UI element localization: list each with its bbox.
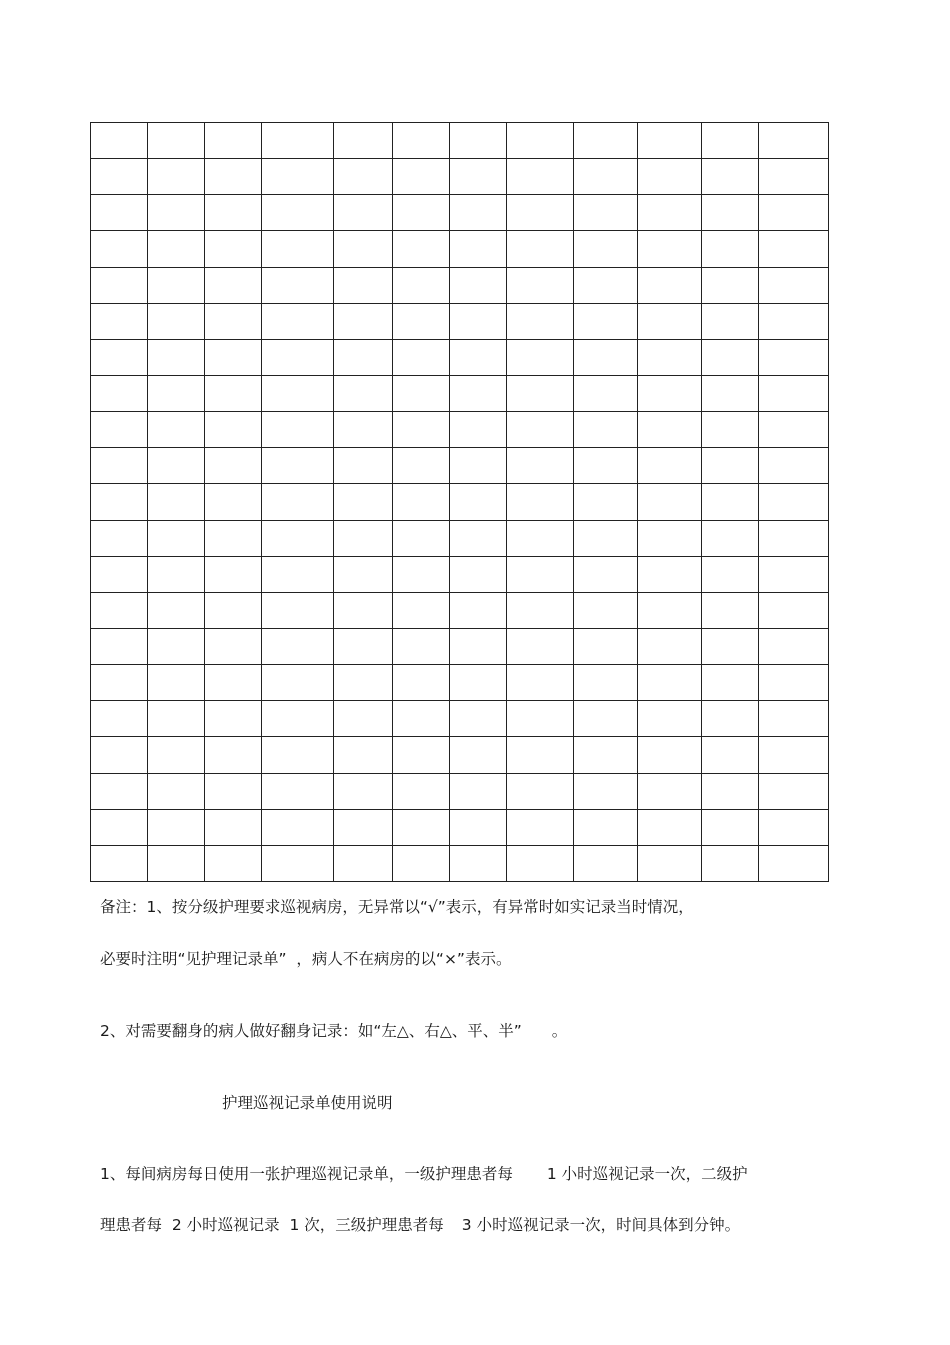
table-cell[interactable]	[91, 628, 148, 664]
table-cell[interactable]	[205, 339, 262, 375]
table-cell[interactable]	[334, 375, 393, 411]
table-cell[interactable]	[148, 556, 205, 592]
table-cell[interactable]	[574, 556, 638, 592]
table-cell[interactable]	[759, 520, 829, 556]
table-cell[interactable]	[638, 267, 702, 303]
table-cell[interactable]	[91, 845, 148, 881]
table-cell[interactable]	[334, 195, 393, 231]
table-cell[interactable]	[148, 448, 205, 484]
table-cell[interactable]	[507, 809, 574, 845]
table-cell[interactable]	[205, 231, 262, 267]
table-cell[interactable]	[638, 809, 702, 845]
instructions-title	[222, 1093, 393, 1113]
table-cell[interactable]	[702, 267, 759, 303]
table-cell[interactable]	[262, 123, 334, 159]
table-cell[interactable]	[262, 339, 334, 375]
table-cell[interactable]	[507, 231, 574, 267]
table-cell[interactable]	[205, 159, 262, 195]
table-cell[interactable]	[393, 484, 450, 520]
remark-text-3-end: 。	[551, 1022, 568, 1040]
table-cell[interactable]	[393, 375, 450, 411]
table-cell[interactable]	[450, 845, 507, 881]
table-cell[interactable]	[702, 809, 759, 845]
table-cell[interactable]	[702, 484, 759, 520]
table-cell[interactable]	[759, 845, 829, 881]
table-cell[interactable]	[91, 556, 148, 592]
table-cell[interactable]	[205, 845, 262, 881]
table-cell[interactable]	[148, 231, 205, 267]
table-cell[interactable]	[148, 375, 205, 411]
table-cell[interactable]	[507, 520, 574, 556]
table-cell[interactable]	[205, 195, 262, 231]
table-cell[interactable]	[148, 520, 205, 556]
table-cell[interactable]	[450, 303, 507, 339]
remark-text-1: 备注：1、按分级护理要求巡视病房，无异常以“√”表示，有异常时如实记录当时情况，	[100, 898, 694, 916]
table-cell[interactable]	[702, 412, 759, 448]
table-cell[interactable]	[205, 701, 262, 737]
table-cell[interactable]	[574, 809, 638, 845]
table-cell[interactable]	[334, 556, 393, 592]
table-cell[interactable]	[148, 665, 205, 701]
table-cell[interactable]	[638, 412, 702, 448]
table-cell[interactable]	[393, 737, 450, 773]
table-cell[interactable]	[450, 267, 507, 303]
table-cell[interactable]	[91, 773, 148, 809]
table-cell[interactable]	[574, 195, 638, 231]
table-cell[interactable]	[450, 520, 507, 556]
table-cell[interactable]	[507, 845, 574, 881]
table-row	[91, 701, 829, 737]
table-cell[interactable]	[574, 701, 638, 737]
table-row	[91, 628, 829, 664]
table-cell[interactable]	[262, 375, 334, 411]
table-cell[interactable]	[574, 339, 638, 375]
table-cell[interactable]	[638, 339, 702, 375]
table-cell[interactable]	[334, 665, 393, 701]
table-cell[interactable]	[759, 448, 829, 484]
table-cell[interactable]	[393, 412, 450, 448]
table-cell[interactable]	[759, 484, 829, 520]
table-cell[interactable]	[148, 773, 205, 809]
table-cell[interactable]	[759, 737, 829, 773]
table-cell[interactable]	[507, 448, 574, 484]
table-cell[interactable]	[148, 412, 205, 448]
table-cell[interactable]	[702, 159, 759, 195]
instructions-paragraph-1	[100, 1164, 748, 1184]
table-cell[interactable]	[393, 592, 450, 628]
table-cell[interactable]	[759, 267, 829, 303]
table-cell[interactable]	[393, 520, 450, 556]
table-cell[interactable]	[91, 159, 148, 195]
table-cell[interactable]	[759, 556, 829, 592]
table-cell[interactable]	[574, 375, 638, 411]
table-cell[interactable]	[334, 628, 393, 664]
table-cell[interactable]	[507, 375, 574, 411]
table-cell[interactable]	[759, 628, 829, 664]
table-cell[interactable]	[262, 556, 334, 592]
table-cell[interactable]	[702, 123, 759, 159]
table-cell[interactable]	[450, 484, 507, 520]
table-cell[interactable]	[507, 737, 574, 773]
table-cell[interactable]	[148, 159, 205, 195]
table-cell[interactable]	[759, 195, 829, 231]
table-cell[interactable]	[450, 231, 507, 267]
table-cell[interactable]	[450, 556, 507, 592]
table-cell[interactable]	[507, 339, 574, 375]
table-cell[interactable]	[574, 303, 638, 339]
table-row	[91, 556, 829, 592]
instructions-p1-part-a: 1、每间病房每日使用一张护理巡视记录单，一级护理患者每	[100, 1165, 513, 1183]
table-row	[91, 123, 829, 159]
table-cell[interactable]	[393, 845, 450, 881]
table-cell[interactable]	[334, 448, 393, 484]
table-cell[interactable]	[205, 303, 262, 339]
table-cell[interactable]	[393, 556, 450, 592]
table-cell[interactable]	[205, 412, 262, 448]
table-cell[interactable]	[507, 195, 574, 231]
table-cell[interactable]	[759, 773, 829, 809]
table-cell[interactable]	[262, 665, 334, 701]
table-row	[91, 809, 829, 845]
table-cell[interactable]	[507, 701, 574, 737]
table-cell[interactable]	[91, 123, 148, 159]
table-cell[interactable]	[450, 448, 507, 484]
table-cell[interactable]	[507, 665, 574, 701]
table-cell[interactable]	[574, 412, 638, 448]
table-cell[interactable]	[574, 665, 638, 701]
table-cell[interactable]	[148, 809, 205, 845]
table-row	[91, 845, 829, 881]
table-row	[91, 412, 829, 448]
table-cell[interactable]	[638, 448, 702, 484]
table-cell[interactable]	[262, 737, 334, 773]
table-cell[interactable]	[638, 845, 702, 881]
table-cell[interactable]	[638, 159, 702, 195]
table-cell[interactable]	[702, 845, 759, 881]
table-cell[interactable]	[148, 267, 205, 303]
table-cell[interactable]	[702, 375, 759, 411]
table-cell[interactable]	[759, 701, 829, 737]
table-cell[interactable]	[638, 303, 702, 339]
table-cell[interactable]	[334, 701, 393, 737]
table-cell[interactable]	[91, 701, 148, 737]
table-cell[interactable]	[507, 592, 574, 628]
table-cell[interactable]	[393, 195, 450, 231]
table-cell[interactable]	[334, 412, 393, 448]
table-cell[interactable]	[450, 159, 507, 195]
table-cell[interactable]	[91, 484, 148, 520]
table-cell[interactable]	[702, 556, 759, 592]
table-cell[interactable]	[205, 665, 262, 701]
table-cell[interactable]	[91, 520, 148, 556]
instructions-paragraph-2	[100, 1215, 740, 1235]
table-cell[interactable]	[205, 267, 262, 303]
table-cell[interactable]	[507, 159, 574, 195]
table-row	[91, 484, 829, 520]
table-cell[interactable]	[205, 737, 262, 773]
table-cell[interactable]	[262, 231, 334, 267]
table-cell[interactable]	[702, 665, 759, 701]
table-cell[interactable]	[759, 665, 829, 701]
table-cell[interactable]	[450, 628, 507, 664]
table-cell[interactable]	[638, 592, 702, 628]
table-cell[interactable]	[638, 628, 702, 664]
table-cell[interactable]	[450, 809, 507, 845]
table-cell[interactable]	[450, 592, 507, 628]
table-cell[interactable]	[148, 737, 205, 773]
table-cell[interactable]	[334, 231, 393, 267]
table-cell[interactable]	[91, 195, 148, 231]
table-cell[interactable]	[393, 267, 450, 303]
table-cell[interactable]	[574, 773, 638, 809]
table-cell[interactable]	[262, 773, 334, 809]
table-cell[interactable]	[91, 267, 148, 303]
grid-body	[91, 123, 829, 882]
table-cell[interactable]	[262, 845, 334, 881]
table-cell[interactable]	[205, 375, 262, 411]
table-cell[interactable]	[393, 231, 450, 267]
table-cell[interactable]	[450, 773, 507, 809]
table-cell[interactable]	[262, 412, 334, 448]
table-cell[interactable]	[450, 339, 507, 375]
table-cell[interactable]	[148, 701, 205, 737]
table-cell[interactable]	[702, 773, 759, 809]
table-cell[interactable]	[262, 448, 334, 484]
table-cell[interactable]	[702, 737, 759, 773]
remark-text-3: 2、对需要翻身的病人做好翻身记录：如“左△、右△、平、半”	[100, 1022, 522, 1040]
table-cell[interactable]	[450, 123, 507, 159]
table-row	[91, 159, 829, 195]
table-cell[interactable]	[393, 701, 450, 737]
table-row	[91, 665, 829, 701]
table-row	[91, 375, 829, 411]
table-cell[interactable]	[759, 159, 829, 195]
table-cell[interactable]	[638, 773, 702, 809]
table-cell[interactable]	[759, 375, 829, 411]
table-cell[interactable]	[334, 773, 393, 809]
table-cell[interactable]	[334, 592, 393, 628]
table-cell[interactable]	[638, 737, 702, 773]
table-cell[interactable]	[450, 375, 507, 411]
remark-line-1	[100, 897, 694, 917]
table-cell[interactable]	[334, 159, 393, 195]
remark-line-2	[100, 949, 511, 969]
table-cell[interactable]	[148, 303, 205, 339]
table-cell[interactable]	[759, 123, 829, 159]
table-row	[91, 231, 829, 267]
table-row	[91, 195, 829, 231]
table-cell[interactable]	[334, 520, 393, 556]
table-cell[interactable]	[450, 195, 507, 231]
table-cell[interactable]	[702, 592, 759, 628]
table-cell[interactable]	[507, 773, 574, 809]
table-cell[interactable]	[574, 267, 638, 303]
table-cell[interactable]	[507, 556, 574, 592]
table-cell[interactable]	[759, 592, 829, 628]
table-cell[interactable]	[91, 231, 148, 267]
table-cell[interactable]	[262, 195, 334, 231]
table-cell[interactable]	[574, 628, 638, 664]
table-cell[interactable]	[507, 267, 574, 303]
table-cell[interactable]	[262, 267, 334, 303]
table-cell[interactable]	[91, 448, 148, 484]
table-row	[91, 339, 829, 375]
table-cell[interactable]	[702, 520, 759, 556]
table-cell[interactable]	[205, 520, 262, 556]
table-cell[interactable]	[759, 339, 829, 375]
table-cell[interactable]	[262, 484, 334, 520]
table-cell[interactable]	[450, 412, 507, 448]
table-cell[interactable]	[638, 195, 702, 231]
table-row	[91, 737, 829, 773]
table-cell[interactable]	[91, 809, 148, 845]
table-cell[interactable]	[205, 628, 262, 664]
table-cell[interactable]	[574, 123, 638, 159]
table-cell[interactable]	[702, 303, 759, 339]
table-cell[interactable]	[91, 339, 148, 375]
table-cell[interactable]	[205, 809, 262, 845]
table-cell[interactable]	[148, 484, 205, 520]
table-cell[interactable]	[262, 592, 334, 628]
table-cell[interactable]	[574, 520, 638, 556]
table-cell[interactable]	[205, 123, 262, 159]
table-cell[interactable]	[702, 339, 759, 375]
table-cell[interactable]	[393, 448, 450, 484]
table-cell[interactable]	[262, 520, 334, 556]
table-cell[interactable]	[638, 665, 702, 701]
table-cell[interactable]	[91, 303, 148, 339]
table-cell[interactable]	[91, 412, 148, 448]
table-cell[interactable]	[334, 845, 393, 881]
table-cell[interactable]	[262, 628, 334, 664]
table-cell[interactable]	[574, 231, 638, 267]
instructions-p2-part-b: 3 小时巡视记录一次，时间具体到分钟。	[461, 1216, 741, 1234]
table-cell[interactable]	[574, 737, 638, 773]
table-cell[interactable]	[702, 448, 759, 484]
table-cell[interactable]	[262, 303, 334, 339]
table-row	[91, 592, 829, 628]
table-cell[interactable]	[334, 303, 393, 339]
table-cell[interactable]	[574, 845, 638, 881]
table-cell[interactable]	[91, 665, 148, 701]
table-cell[interactable]	[574, 159, 638, 195]
table-cell[interactable]	[393, 665, 450, 701]
table-cell[interactable]	[507, 484, 574, 520]
table-cell[interactable]	[507, 628, 574, 664]
table-cell[interactable]	[638, 701, 702, 737]
table-cell[interactable]	[205, 448, 262, 484]
table-cell[interactable]	[393, 123, 450, 159]
table-row	[91, 303, 829, 339]
table-cell[interactable]	[638, 484, 702, 520]
table-cell[interactable]	[450, 665, 507, 701]
table-cell[interactable]	[393, 159, 450, 195]
table-cell[interactable]	[638, 123, 702, 159]
table-cell[interactable]	[148, 845, 205, 881]
table-cell[interactable]	[205, 773, 262, 809]
remark-text-2: 必要时注明“见护理记录单” ，病人不在病房的以“×”表示。	[100, 950, 512, 968]
table-row	[91, 267, 829, 303]
table-cell[interactable]	[205, 592, 262, 628]
table-row	[91, 448, 829, 484]
table-cell[interactable]	[702, 195, 759, 231]
table-cell[interactable]	[148, 628, 205, 664]
table-cell[interactable]	[393, 628, 450, 664]
patrol-record-grid	[90, 122, 829, 882]
instructions-p1-part-b: 1 小时巡视记录一次，二级护	[546, 1165, 748, 1183]
table-cell[interactable]	[393, 339, 450, 375]
table-cell[interactable]	[205, 556, 262, 592]
table-cell[interactable]	[334, 809, 393, 845]
table-cell[interactable]	[638, 556, 702, 592]
table-cell[interactable]	[393, 809, 450, 845]
table-row	[91, 773, 829, 809]
table-cell[interactable]	[759, 412, 829, 448]
table-cell[interactable]	[574, 448, 638, 484]
table-cell[interactable]	[638, 520, 702, 556]
table-cell[interactable]	[334, 267, 393, 303]
table-cell[interactable]	[262, 701, 334, 737]
table-cell[interactable]	[450, 701, 507, 737]
instructions-title-text: 护理巡视记录单使用说明	[222, 1094, 393, 1112]
table-cell[interactable]	[638, 375, 702, 411]
table-cell[interactable]	[702, 701, 759, 737]
table-cell[interactable]	[507, 123, 574, 159]
table-cell[interactable]	[148, 123, 205, 159]
instructions-p2-part-a: 理患者每 2 小时巡视记录 1 次，三级护理患者每	[100, 1216, 444, 1234]
table-cell[interactable]	[148, 339, 205, 375]
table-cell[interactable]	[334, 484, 393, 520]
table-cell[interactable]	[91, 737, 148, 773]
table-cell[interactable]	[334, 339, 393, 375]
table-cell[interactable]	[702, 231, 759, 267]
table-cell[interactable]	[91, 592, 148, 628]
table-cell[interactable]	[148, 592, 205, 628]
table-cell[interactable]	[334, 123, 393, 159]
table-row	[91, 520, 829, 556]
table-cell[interactable]	[393, 773, 450, 809]
table-cell[interactable]	[507, 303, 574, 339]
table-cell[interactable]	[574, 484, 638, 520]
table-cell[interactable]	[702, 628, 759, 664]
table-cell[interactable]	[759, 231, 829, 267]
table-cell[interactable]	[759, 303, 829, 339]
table-cell[interactable]	[759, 809, 829, 845]
table-cell[interactable]	[574, 592, 638, 628]
table-cell[interactable]	[262, 809, 334, 845]
table-cell[interactable]	[148, 195, 205, 231]
table-cell[interactable]	[205, 484, 262, 520]
table-cell[interactable]	[638, 231, 702, 267]
remark-line-3	[100, 1021, 567, 1041]
table-cell[interactable]	[334, 737, 393, 773]
table-cell[interactable]	[91, 375, 148, 411]
table-cell[interactable]	[393, 303, 450, 339]
table-cell[interactable]	[507, 412, 574, 448]
table-cell[interactable]	[450, 737, 507, 773]
table-cell[interactable]	[262, 159, 334, 195]
